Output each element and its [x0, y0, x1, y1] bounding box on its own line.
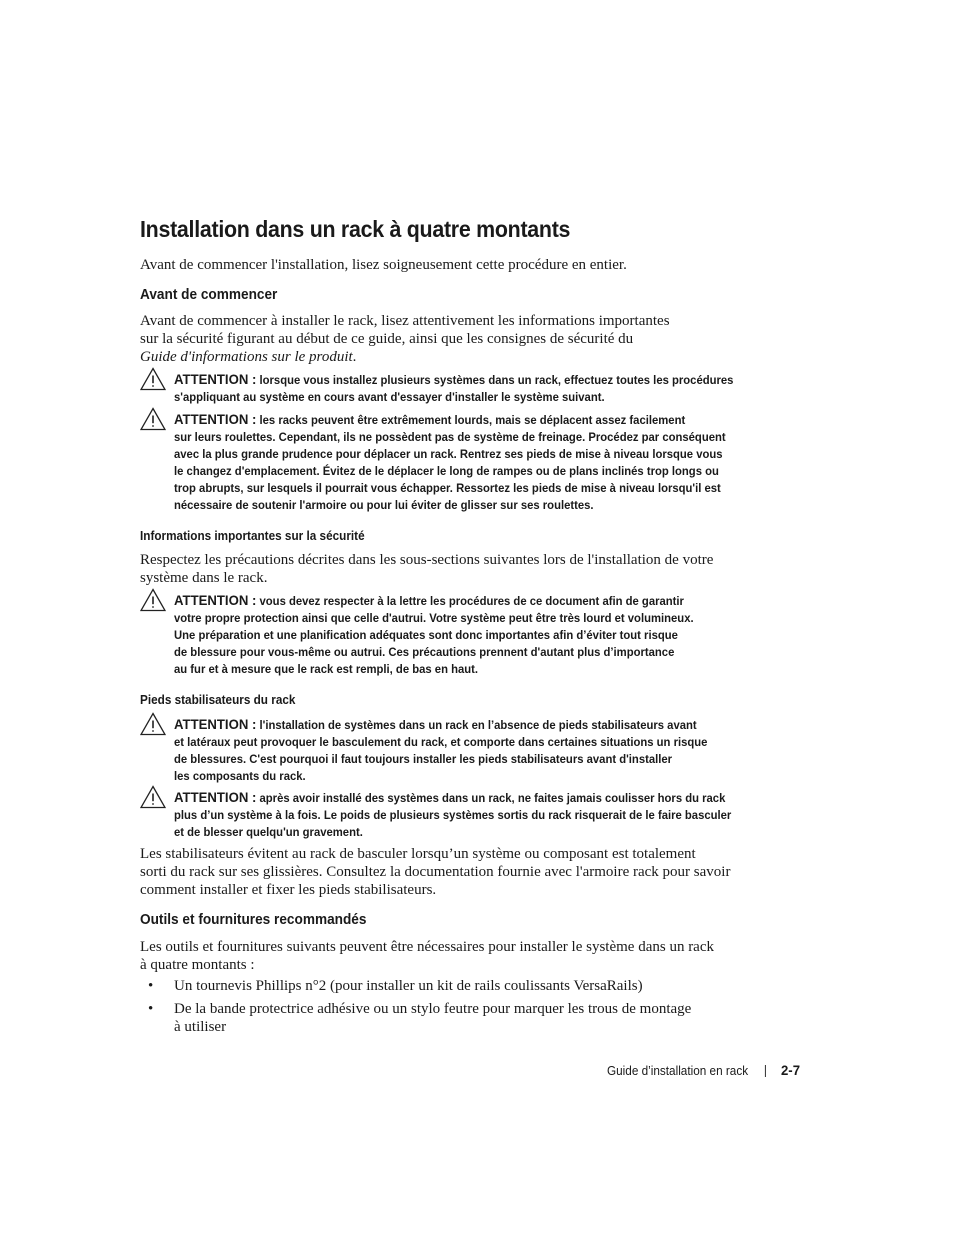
tools-list: [140, 977, 691, 1041]
note-text: ATTENTION : l'installation de systèmes dans un rack en l’absence de pieds stabilisateurs avant et latéraux peut provoquer le basculement du rack, et comporte dans certaines situations un risque de blessures. C'est pourquoi il faut toujours installer les pieds stabilisateurs avant d'installer les composants du rack.: [174, 716, 708, 783]
page-title: Installation dans un rack à quatre montants: [140, 216, 571, 242]
note-text: ATTENTION : les racks peuvent être extrêmement lourds, mais se déplacent assez facilement sur leurs roulettes. Cependant, ils ne possèdent pas de système de freinage. Procédez par conséquent avec la plus grande prudence pour déplacer un rack. Rentrez ses pieds de mise à niveau lorsque vous le changez d'emplacement. Évitez de le déplacer le long de rampes ou de plans inclinés trop longs ou trop abrupts, sur lesquels il pourrait vous échapper. Ressortez les pieds de mise à niveau lorsqu'il est nécessaire de soutenir l'armoire ou pour lui éviter de glisser sur ses roulettes.: [174, 411, 726, 512]
page-number: 2-7: [780, 1062, 801, 1078]
note-text: ATTENTION : lorsque vous installez plusieurs systèmes dans un rack, effectuez toutes les procédures s'appliquant au système en cours avant d'essayer d'installer le système suivant.: [174, 371, 734, 404]
attention-label: ATTENTION :: [174, 592, 257, 608]
paragraph-line: Guide d'informations sur le produit.: [140, 349, 357, 365]
bullet-icon: •: [148, 1001, 154, 1017]
list-item: • De la bande protectrice adhésive ou un stylo feutre pour marquer les trous de montage à utiliser: [148, 1001, 692, 1035]
product-guide-title: Guide d'informations sur le produit: [140, 349, 353, 365]
page-footer: [607, 1062, 800, 1078]
attention-label: ATTENTION :: [174, 411, 257, 427]
note-text: ATTENTION : vous devez respecter à la lettre les procédures de ce document afin de garantir votre propre protection ainsi que celle d'autrui. Votre système peut être très lourd et volumineux. Une préparation et une planification adéquates sont donc importantes afin d’éviter tout risque de blessure pour vous-même ou autrui. Ces précautions prennent d'autant plus d’importance au fur et à mesure que le rack est rempli, de bas en haut.: [174, 592, 694, 676]
attention-label: ATTENTION :: [174, 789, 257, 805]
subsection-heading-stabilizers: Pieds stabilisateurs du rack: [140, 693, 296, 707]
paragraph-line: Avant de commencer à installer le rack, lisez attentivement les informations importantes: [140, 313, 670, 329]
warning-triangle-icon: [140, 712, 166, 736]
warning-triangle-icon: [140, 407, 166, 431]
warning-triangle-icon: [140, 367, 166, 391]
bullet-icon: •: [148, 978, 154, 994]
intro-paragraph: Avant de commencer l'installation, lisez soigneusement cette procédure en entier.: [140, 257, 627, 273]
footer-separator: [765, 1065, 766, 1077]
attention-label: ATTENTION :: [174, 716, 257, 732]
section-heading-tools: Outils et fournitures recommandés: [140, 912, 367, 928]
attention-label: ATTENTION :: [174, 371, 257, 387]
stabilizers-paragraph: Les stabilisateurs évitent au rack de basculer lorsqu’un système ou composant est totalement sorti du rack sur ses glissières. Consultez la documentation fournie avec l'armoire rack pour savoir comment installer et fixer les pieds stabilisateurs.: [140, 846, 731, 898]
note-text: ATTENTION : après avoir installé des systèmes dans un rack, ne faites jamais coulisser hors du rack plus d’un système à la fois. Le poids de plusieurs systèmes sortis du rack risquerait de le faire basculer et de blesser quelqu'un gravement.: [174, 789, 732, 839]
list-item: • Un tournevis Phillips n°2 (pour installer un kit de rails coulissants VersaRails): [148, 978, 643, 994]
section-heading-avant: Avant de commencer: [140, 287, 278, 303]
footer-title: Guide d’installation en rack: [607, 1064, 749, 1078]
subsection-heading-safety: Informations importantes sur la sécurité: [140, 529, 365, 543]
safety-paragraph: Respectez les précautions décrites dans les sous-sections suivantes lors de l'installation de votre système dans le rack.: [140, 552, 714, 586]
section-avant-paragraph: [140, 312, 670, 366]
paragraph-line: sur la sécurité figurant au début de ce guide, ainsi que les consignes de sécurité du: [140, 331, 634, 347]
warning-triangle-icon: [140, 588, 166, 612]
tools-paragraph: Les outils et fournitures suivants peuvent être nécessaires pour installer le système dans un rack à quatre montants :: [140, 939, 714, 973]
warning-triangle-icon: [140, 785, 166, 809]
